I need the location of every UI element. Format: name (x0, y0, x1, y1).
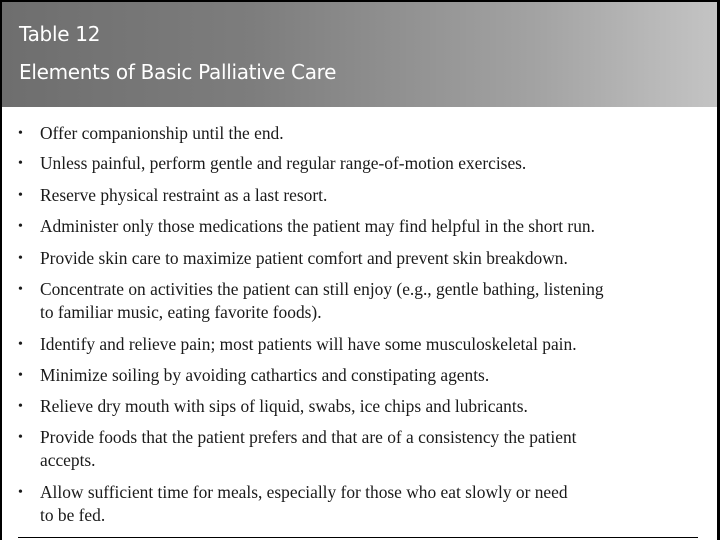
table-body (2, 107, 717, 540)
list-item-text: Provide skin care to maximize patient comfort and prevent skin breakdown. (40, 248, 568, 268)
list-item-text: Administer only those medications the patient may find helpful in the short run. (40, 216, 595, 236)
list-item-text: Relieve dry mouth with sips of liquid, swabs, ice chips and lubricants. (40, 396, 528, 416)
bullet-icon: • (18, 430, 23, 445)
list-item-text: Reserve physical restraint as a last resort. (40, 185, 328, 205)
bullet-icon: • (18, 219, 23, 234)
list-item-text: Identify and relieve pain; most patients will have some musculoskeletal pain. (40, 334, 577, 354)
bullet-icon: • (18, 188, 23, 203)
bullet-icon: • (18, 251, 23, 266)
bottom-rule (18, 537, 698, 538)
table-header (2, 2, 717, 107)
bullet-icon: • (18, 337, 23, 352)
list-item-text: Concentrate on activities the patient can still enjoy (e.g., gentle bathing, listening to familiar music, eating favorite foods). (40, 279, 604, 322)
bullet-icon: • (18, 282, 23, 297)
table-label: Table 12 (19, 22, 101, 46)
list-item-text: Offer companionship until the end. (40, 123, 284, 143)
bullet-icon: • (18, 126, 23, 141)
bullet-icon: • (18, 399, 23, 414)
bullet-icon: • (18, 485, 23, 500)
table-title: Elements of Basic Palliative Care (19, 60, 337, 84)
list-item-text: Provide foods that the patient prefers and that are of a consistency the patient accepts. (40, 427, 577, 470)
bullet-icon: • (18, 368, 23, 383)
list-item-text: Minimize soiling by avoiding cathartics and constipating agents. (40, 365, 490, 385)
list-item-text: Unless painful, perform gentle and regular range-of-motion exercises. (40, 153, 527, 173)
list-item-text: Allow sufficient time for meals, especially for those who eat slowly or need to be fed. (40, 482, 568, 525)
bullet-icon: • (18, 156, 23, 171)
